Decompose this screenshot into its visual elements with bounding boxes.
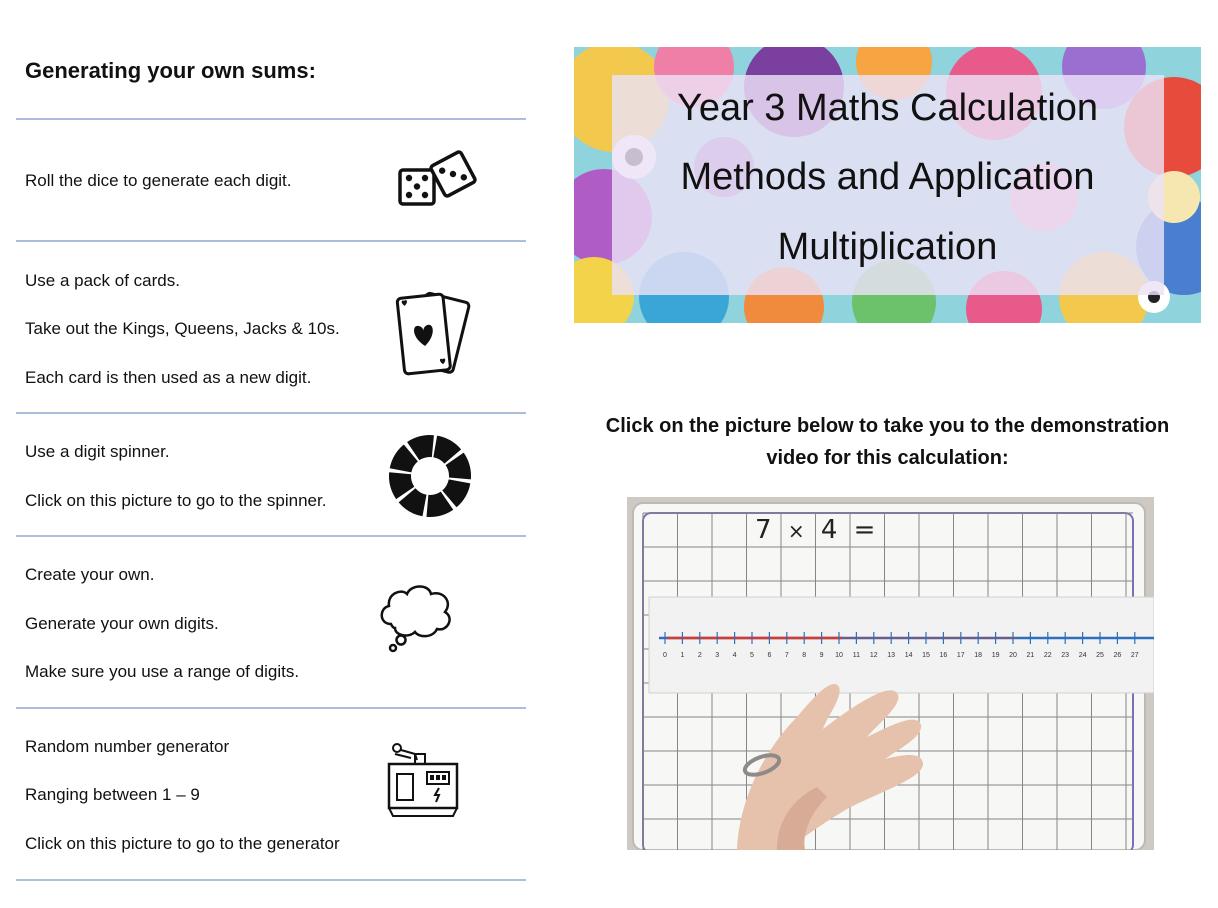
- number-line-label: 13: [887, 652, 896, 659]
- instruction-line: Click on the picture below to take you to the demonstration: [605, 415, 1170, 437]
- number-line-label: 10: [835, 652, 843, 659]
- board-equation-term: =: [853, 515, 880, 545]
- number-line-label: 2: [697, 652, 702, 659]
- playing-cards-icon: [389, 288, 479, 384]
- divider: [16, 879, 526, 881]
- board-equation-term: 7: [755, 515, 776, 545]
- number-line-label: 15: [922, 652, 930, 659]
- number-line-label: 22: [1043, 652, 1052, 659]
- number-line-label: 27: [1130, 652, 1139, 659]
- section-text: Random number generator: [25, 737, 230, 756]
- section-text[interactable]: Click on this picture to go to the generator: [25, 834, 340, 853]
- number-line-label: 1: [680, 652, 685, 659]
- number-line-label: 5: [750, 652, 754, 659]
- spinner-icon[interactable]: [388, 434, 472, 518]
- number-line-label: 8: [802, 652, 807, 659]
- board-equation: [755, 515, 879, 545]
- number-line-label: 16: [939, 652, 948, 659]
- number-line-label: 4: [732, 652, 737, 659]
- number-line-label: 12: [869, 652, 878, 659]
- number-line-label: 23: [1061, 652, 1070, 659]
- banner-title-line: Year 3 Maths Calculation: [676, 87, 1099, 129]
- section-text[interactable]: Click on this picture to go to the spinner.: [25, 491, 327, 510]
- section-text: Create your own.: [25, 565, 155, 584]
- section-text: Each card is then used as a new digit.: [25, 368, 312, 387]
- number-line-label: 6: [767, 652, 772, 659]
- number-line-label: 18: [974, 652, 983, 659]
- number-line-label: 3: [715, 652, 720, 659]
- demonstration-video-thumbnail[interactable]: [627, 497, 1154, 850]
- number-line-labels: [627, 652, 1154, 666]
- left-panel: [16, 0, 526, 908]
- number-line-label: 11: [852, 652, 861, 659]
- board-equation-term: 4: [820, 515, 842, 545]
- divider: [16, 118, 526, 120]
- generator-machine-icon[interactable]: [381, 740, 461, 824]
- whiteboard-scene: [627, 497, 1154, 850]
- section-heading: Generating your own sums:: [25, 58, 316, 83]
- number-line-label: 19: [991, 652, 1000, 659]
- number-line-label: 20: [1009, 652, 1017, 659]
- thought-bubble-icon: [375, 582, 455, 654]
- video-instruction: [574, 410, 1201, 474]
- title-banner[interactable]: [574, 47, 1201, 323]
- dice-section: [25, 140, 525, 240]
- number-line-label: 17: [956, 652, 965, 659]
- section-text: Roll the dice to generate each digit.: [25, 171, 292, 190]
- banner-title-line: Multiplication: [777, 226, 998, 268]
- number-line-label: 24: [1078, 652, 1087, 659]
- dice-icon: [397, 146, 477, 210]
- instruction-line: video for this calculation:: [766, 447, 1009, 469]
- section-text: Ranging between 1 – 9: [25, 785, 200, 804]
- divider: [16, 535, 526, 537]
- section-text: Use a digit spinner.: [25, 442, 170, 461]
- divider: [16, 707, 526, 709]
- section-text: Generate your own digits.: [25, 614, 219, 633]
- number-line-label: 9: [819, 652, 824, 659]
- number-line-label: 25: [1096, 652, 1104, 659]
- number-line-label: 14: [904, 652, 913, 659]
- divider: [16, 240, 526, 242]
- banner-title-line: Methods and Application: [680, 156, 1095, 198]
- number-line-label: 7: [784, 652, 789, 659]
- create-own-section: [25, 556, 525, 706]
- spinner-section: [25, 434, 525, 534]
- cards-section: [25, 262, 525, 412]
- number-line-label: 21: [1026, 652, 1035, 659]
- section-text: Use a pack of cards.: [25, 271, 180, 290]
- board-equation-term: ×: [787, 519, 809, 543]
- divider: [16, 412, 526, 414]
- section-text: Make sure you use a range of digits.: [25, 662, 300, 681]
- number-line-label: 26: [1113, 652, 1122, 659]
- section-text: Take out the Kings, Queens, Jacks & 10s.: [25, 319, 340, 338]
- generator-section: [25, 728, 525, 878]
- number-line-label: 0: [663, 652, 667, 659]
